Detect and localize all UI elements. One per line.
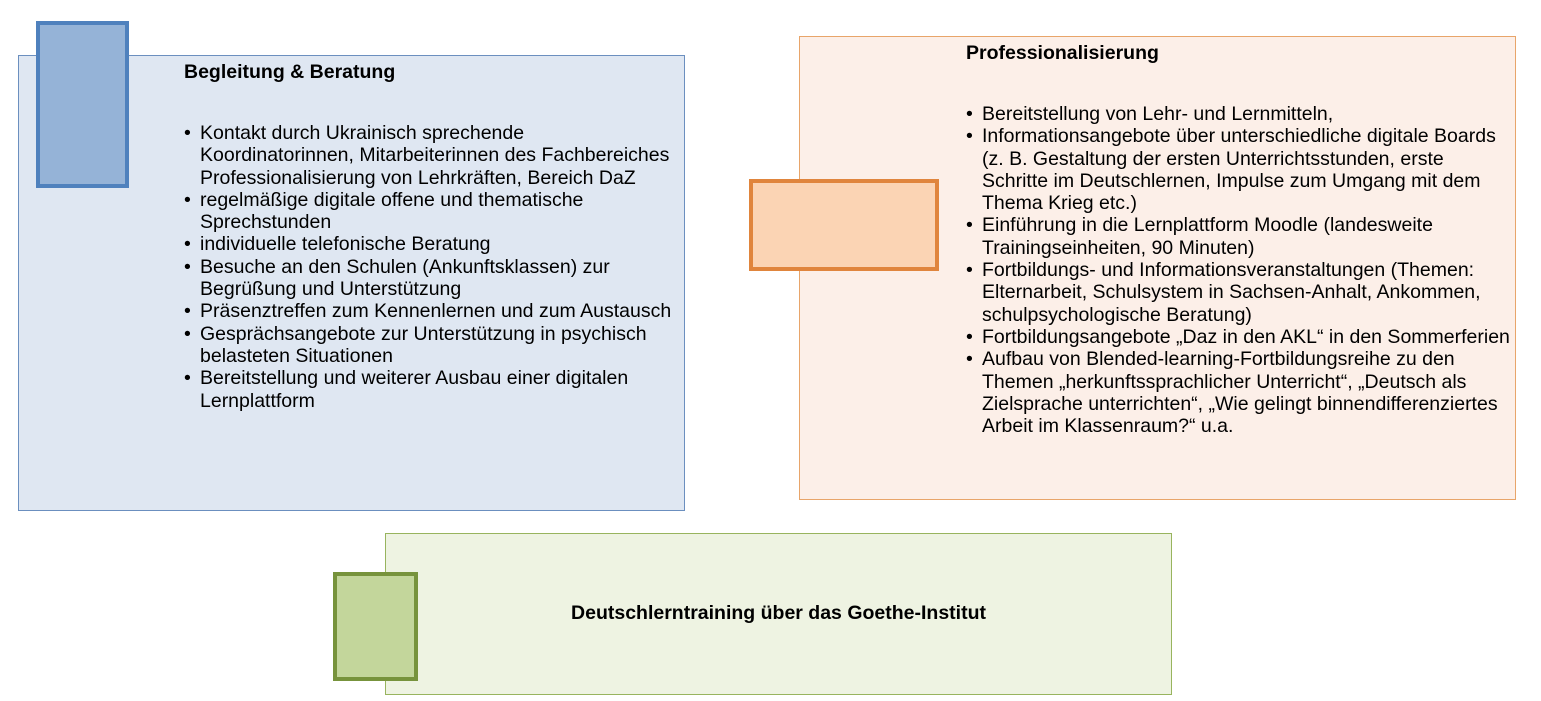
begleitung-item: • Bereitstellung und weiterer Ausbau einer digitalen Lernplattform: [184, 367, 679, 412]
professionalisierung-item: • Bereitstellung von Lehr- und Lernmitteln,: [966, 103, 1512, 125]
begleitung-accent-tab: [36, 21, 129, 188]
begleitung-list: [184, 122, 679, 412]
professionalisierung-item: • Aufbau von Blended-learning-Fortbildungsreihe zu den Themen „herkunftssprachlicher Unterricht“, „Deutsch als Zielsprache unterrichten“, „Wie gelingt binnendifferenziertes Arbeit im Klassenraum?“ u.a.: [966, 348, 1512, 437]
professionalisierung-item: • Informationsangebote über unterschiedliche digitale Boards (z. B. Gestaltung der ersten Unterrichtsstunden, erste Schritte im Deutschlernen, Impulse zum Umgang mit dem Thema Krieg etc.): [966, 125, 1512, 214]
begleitung-item: • regelmäßige digitale offene und thematische Sprechstunden: [184, 189, 679, 234]
professionalisierung-accent-tab: [749, 179, 939, 271]
deutschlerntraining-title: Deutschlerntraining über das Goethe-Institut: [571, 602, 986, 624]
begleitung-item: • Gesprächsangebote zur Unterstützung in psychisch belasteten Situationen: [184, 323, 679, 368]
professionalisierung-list: [966, 103, 1512, 437]
professionalisierung-item: • Einführung in die Lernplattform Moodle (landesweite Trainingseinheiten, 90 Minuten): [966, 214, 1512, 259]
professionalisierung-item: • Fortbildungs- und Informationsveranstaltungen (Themen: Elternarbeit, Schulsystem in Sachsen-Anhalt, Ankommen, schulpsychologische Beratung): [966, 259, 1512, 326]
deutschlerntraining-accent-tab: [333, 572, 418, 681]
begleitung-item: • Besuche an den Schulen (Ankunftsklassen) zur Begrüßung und Unterstützung: [184, 256, 679, 301]
begleitung-title: Begleitung & Beratung: [184, 61, 396, 83]
begleitung-item: • individuelle telefonische Beratung: [184, 233, 679, 255]
begleitung-item: • Präsenztreffen zum Kennenlernen und zum Austausch: [184, 300, 679, 322]
professionalisierung-item: • Fortbildungsangebote „Daz in den AKL“ in den Sommerferien: [966, 326, 1512, 348]
begleitung-item: • Kontakt durch Ukrainisch sprechende Koordinatorinnen, Mitarbeiterinnen des Fachbereiches Professionalisierung von Lehrkräften, Bereich DaZ: [184, 122, 679, 189]
professionalisierung-title: Professionalisierung: [966, 42, 1159, 64]
